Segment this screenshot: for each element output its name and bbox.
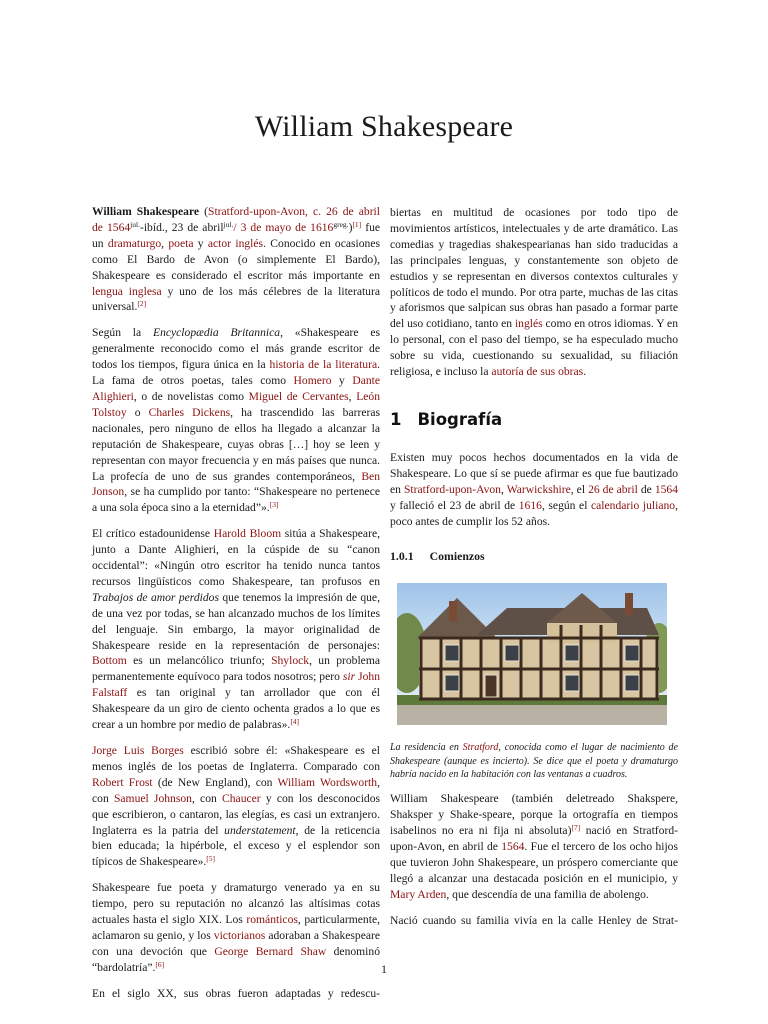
inline-link[interactable]: Jorge Luis Borges xyxy=(92,744,184,757)
calendar-superscript: jul. xyxy=(223,219,234,229)
reputation-paragraph: Shakespeare fue poeta y dramaturgo venerado ya en su tiempo, pero su reputación no alcanzó las altísimas cotas actuales hasta el siglo XIX. Los románticos, particularmente, aclamaron su genio, y los victorianos adoraban a Shakespeare con una devoción que George Bernard Shaw denominó “bardolatría”.[6] xyxy=(92,881,380,974)
birthplace-photo xyxy=(397,583,667,725)
inline-link[interactable]: Stratford-upon-Avon xyxy=(403,482,501,496)
section-title: Biografía xyxy=(417,409,503,429)
bloom-paragraph: El crítico estadounidense Harold Bloom sitúa a Shakespeare, junto a Dante Alighieri, en la cúspide de su “canon occidental”: «Ningún otro escritor ha tenido nunca tantos recursos lingüísticos como Shakespeare, tan profusos en Trabajos de amor perdidos que tenemos la impresión de que, de una vez por todas, se han alcanzado muchos de los límites del lenguaje. Sin embargo, la mayor originalidad de Shakespeare reside en la representación de personajes: Bottom es un melancólico triunfo; Shylock, un problema permanentemente equívoco para todos nosotros; pero sir John Falstaff es tan original y tan arrollador que con él Shakespeare da un giro de ciento ochenta grados a lo que es crear a un hombre por medio de palabras».[4] xyxy=(92,527,380,732)
inline-link[interactable]: sir xyxy=(342,670,356,684)
legacy-paragraph: biertas en multitud de ocasiones por todo tipo de movimientos artísticos, intelectuales y de arte dramático. Las comedias y tragedias shakespearianas han sido traducidas a las principales lenguas, y constantemente son objeto de estudios y se representan en diversos contextos culturales y políticos de todo el mundo. Por otra parte, muchas de las citas y aforismos que salpican sus obras han pasado a formar parte del uso cotidiano, tanto en inglés como en otros idiomas. Y en lo personal, con el paso del tiempo, se ha especulado mucho sobre su vida, cuestionando su sexualidad, su filiación religiosa, e incluso la autoría de sus obras. xyxy=(390,206,678,379)
inline-link[interactable]: León Tolstoy xyxy=(92,389,381,419)
inline-link[interactable]: románticos xyxy=(246,913,298,927)
inline-link[interactable]: Robert Frost xyxy=(92,775,153,789)
inline-link[interactable]: John Falstaff xyxy=(92,670,380,700)
inline-link[interactable]: Charles Dickens xyxy=(148,405,231,419)
inline-link[interactable]: calendario juliano xyxy=(591,498,676,512)
inline-link[interactable]: George Bernard Shaw xyxy=(214,944,327,958)
inline-link[interactable]: actor inglés xyxy=(207,236,264,250)
inline-link[interactable]: Warwickshire xyxy=(506,482,571,496)
inline-link[interactable]: 1616 xyxy=(518,498,542,512)
inline-link[interactable]: Mary Arden xyxy=(390,887,447,901)
inline-link[interactable]: Miguel de Cervantes xyxy=(248,389,349,403)
inline-link[interactable]: victorianos xyxy=(213,928,266,942)
calendar-superscript: jul. xyxy=(130,219,140,229)
twentieth-century-paragraph: En el siglo XX, sus obras fueron adaptadas y redescu- xyxy=(92,986,380,1000)
inline-link[interactable]: William Wordsworth xyxy=(277,775,378,789)
henley-paragraph: Nació cuando su familia vivía en la calle Henley de Strat- xyxy=(390,913,678,927)
bold-term: William Shakespeare xyxy=(92,205,200,218)
subsection-title: Comienzos xyxy=(429,549,485,564)
biography-paragraph: Existen muy pocos hechos documentados en la vida de Shakespeare. Lo que sí se puede afirmar es que fue bautizado en Stratford-upon-Avon, Warwickshire, el 26 de abril de 1564 y falleció el 23 de abril de 1616, según el calendario juliano, poco antes de cumplir los 52 años. xyxy=(390,450,678,528)
reference-link[interactable]: [1] xyxy=(352,219,362,229)
britannica-paragraph: Según la Encyclopædia Britannica, «Shakespeare es generalmente reconocido como el más grande escritor de todos los tiempos, figura única en la historia de la literatura. La fama de otros poetas, tales como Homero y Dante Alighieri, o de novelistas como Miguel de Cervantes, León Tolstoy o Charles Dickens, ha trascendido las barreras nacionales, pero ninguno de ellos ha llegado a alcanzar la reputación de Shakespeare, cuyas obras […] hoy se leen y representan con mayor frecuencia y en más países que nunca. La profecía de uno de sus grandes contemporáneos, Ben Jonson, se ha cumplido por tanto: “Shakespeare no pertenece a una sola época sino a la eternidad”».[3] xyxy=(92,326,381,515)
inline-link[interactable]: historia de la literatura xyxy=(269,358,378,372)
italic-term: Encyclopædia Britannica xyxy=(152,326,281,340)
page-number: 1 xyxy=(381,962,387,976)
inline-link[interactable]: Samuel Johnson xyxy=(113,791,192,805)
inline-link[interactable]: dramaturgo xyxy=(107,236,162,250)
subsection-number: 1.0.1 xyxy=(390,549,414,564)
birthplace-house-illustration xyxy=(397,583,667,725)
section-number: 1 xyxy=(390,409,402,429)
right-column xyxy=(390,205,678,938)
subsection-heading-comienzos xyxy=(390,549,678,565)
comienzos-paragraph: William Shakespeare (también deletreado Shakspere, Shaksper y Shake-speare, porque la ortografía en tiempos isabelinos no era ni fija ni absoluta)[7] nació en Stratford-upon-Avon, en abril de 1564. Fue el tercero de los ocho hijos que tuvieron John Shakespeare, un próspero comerciante que llegó a alcanzar una destacada posición en el municipio, y Mary Arden, que descendía de una familia de abolengo. xyxy=(390,792,678,901)
inline-link[interactable]: lengua inglesa xyxy=(92,284,162,298)
inline-link[interactable]: Stratford xyxy=(462,742,499,754)
inline-link[interactable]: Bottom xyxy=(92,654,127,668)
italic-term: Trabajos de amor perdidos xyxy=(92,590,219,604)
reference-link[interactable]: [2] xyxy=(137,299,147,309)
inline-link[interactable]: Chaucer xyxy=(222,791,261,805)
reference-link[interactable]: [6] xyxy=(155,959,165,969)
reference-link[interactable]: [3] xyxy=(269,500,279,510)
inline-link[interactable]: 1564 xyxy=(501,839,525,853)
inline-link[interactable]: Homero xyxy=(293,374,332,388)
reference-link[interactable]: [5] xyxy=(206,854,216,864)
inline-link[interactable]: Harold Bloom xyxy=(213,527,282,541)
inline-link[interactable]: 1564 xyxy=(654,482,678,496)
calendar-superscript: greg. xyxy=(333,219,349,229)
inline-link[interactable]: poeta xyxy=(168,236,194,250)
inline-link[interactable]: / 3 de mayo de 1616 xyxy=(233,220,334,234)
inline-link[interactable]: inglés xyxy=(514,317,543,331)
section-heading-biografia xyxy=(390,409,678,429)
intro-paragraph: William Shakespeare (Stratford-upon-Avon, c. 26 de abril de $1564^{jul.}$-ibíd., 23 de abril$^{jul.}$/ 3 de mayo de $1616^{greg.})[1]$ fue un dramaturgo, poeta y actor inglés. Conocido en ocasiones como El Bardo de Avon (o simplemente El Bardo), Shakespeare es considerado el escritor más importante en lengua inglesa y uno de los más célebres de la literatura universal.[2] xyxy=(92,205,381,314)
inline-link[interactable]: autoría de sus obras xyxy=(491,365,584,379)
photo-caption: La residencia en Stratford, conocida como el lugar de nacimiento de Shakespeare (aunque es incierto). Se dice que el poeta y dramaturgo habría nacido en la habitación con las ventanas a cuadros. xyxy=(390,742,678,780)
inline-link[interactable]: Ben Jonson xyxy=(92,469,380,499)
inline-link[interactable]: Stratford-upon-Avon, c. 26 de abril de 1564 xyxy=(92,205,380,234)
italic-term: understatement xyxy=(224,823,296,837)
left-column xyxy=(92,204,380,1012)
borges-paragraph: Jorge Luis Borges escribió sobre él: «Shakespeare es el menos inglés de los poetas de Inglaterra. Comparado con Robert Frost (de New England), con William Wordsworth, con Samuel Johnson, con Chaucer y con los desconocidos que escribieron, o cantaron, las elegías, es casi un extranjero. Inglaterra es la patria del understatement, de la reticencia bien educada; la hipérbole, el exceso y el esplendor son típicos de Shakespeare».[5] xyxy=(92,744,381,869)
inline-link[interactable]: Dante Alighieri xyxy=(92,374,381,403)
inline-link[interactable]: Shylock xyxy=(271,654,310,668)
reference-link[interactable]: [4] xyxy=(290,717,300,727)
reference-link[interactable]: [7] xyxy=(571,823,581,833)
inline-link[interactable]: 26 de abril xyxy=(588,482,638,496)
page-title: William Shakespeare xyxy=(254,110,514,143)
